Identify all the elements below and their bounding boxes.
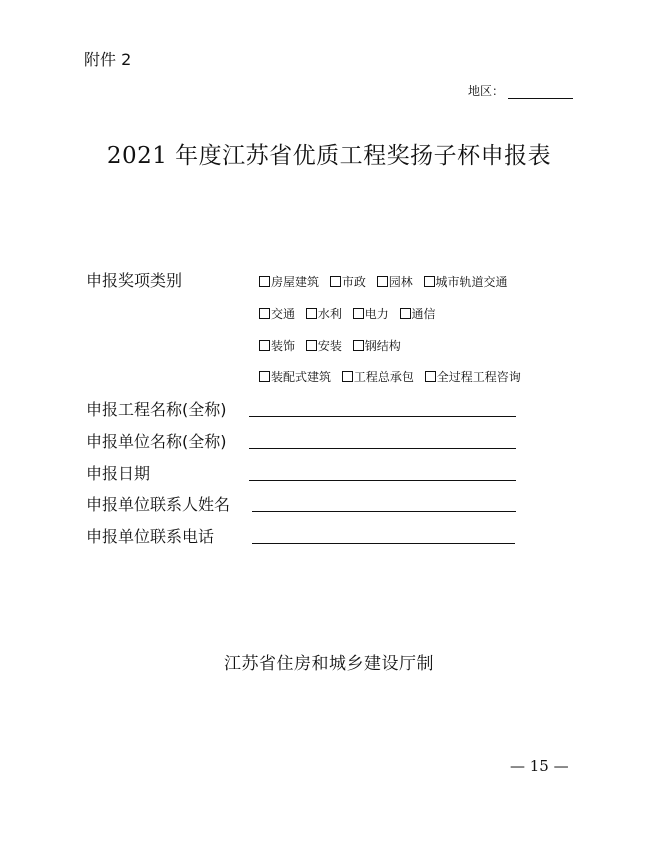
- checkbox[interactable]: [400, 308, 411, 319]
- checkbox[interactable]: [259, 276, 270, 287]
- contact-phone-input[interactable]: [252, 543, 515, 544]
- checkbox[interactable]: [259, 308, 270, 319]
- option-prefabricated[interactable]: 装配式建筑: [259, 368, 331, 385]
- unit-name-label: 申报单位名称(全称): [86, 432, 227, 451]
- checkbox[interactable]: [353, 308, 364, 319]
- option-steel-structure[interactable]: 钢结构: [353, 337, 401, 354]
- checkbox[interactable]: [353, 340, 364, 351]
- checkbox[interactable]: [259, 340, 270, 351]
- option-epc[interactable]: 工程总承包: [342, 368, 414, 385]
- category-row-1: [259, 273, 515, 290]
- unit-name-input[interactable]: [249, 448, 516, 449]
- option-power[interactable]: 电力: [353, 305, 389, 322]
- region-label: 地区：: [468, 84, 505, 98]
- category-row-2: [259, 305, 443, 322]
- checkbox[interactable]: [259, 371, 270, 382]
- checkbox[interactable]: [306, 308, 317, 319]
- checkbox[interactable]: [306, 340, 317, 351]
- region-input-line[interactable]: [508, 98, 573, 99]
- checkbox[interactable]: [424, 276, 435, 287]
- checkbox[interactable]: [377, 276, 388, 287]
- contact-name-label: 申报单位联系人姓名: [86, 495, 231, 514]
- option-transport[interactable]: 交通: [259, 305, 295, 322]
- option-decoration[interactable]: 装饰: [259, 337, 295, 354]
- apply-date-input[interactable]: [249, 480, 516, 481]
- award-category-label: 申报奖项类别: [86, 271, 183, 290]
- contact-phone-label: 申报单位联系电话: [86, 527, 215, 546]
- category-row-4: [259, 368, 528, 385]
- project-name-label: 申报工程名称(全称): [86, 400, 227, 419]
- option-water[interactable]: 水利: [306, 305, 342, 322]
- option-telecom[interactable]: 通信: [400, 305, 436, 322]
- apply-date-label: 申报日期: [86, 464, 151, 483]
- option-municipal[interactable]: 市政: [330, 273, 366, 290]
- option-installation[interactable]: 安装: [306, 337, 342, 354]
- checkbox[interactable]: [342, 371, 353, 382]
- contact-name-input[interactable]: [252, 511, 516, 512]
- checkbox[interactable]: [330, 276, 341, 287]
- project-name-input[interactable]: [249, 416, 516, 417]
- issuer-footer: 江苏省住房和城乡建设厅制: [224, 654, 434, 674]
- option-urban-rail[interactable]: 城市轨道交通: [424, 273, 508, 290]
- checkbox[interactable]: [425, 371, 436, 382]
- option-whole-process-consulting[interactable]: 全过程工程咨询: [425, 368, 521, 385]
- category-row-3: [259, 337, 408, 354]
- attachment-label: 附件 2: [84, 50, 132, 69]
- form-title: 2021 年度江苏省优质工程奖扬子杯申报表: [106, 143, 552, 169]
- page-number: — 15 —: [510, 757, 569, 775]
- option-house-building[interactable]: 房屋建筑: [259, 273, 319, 290]
- option-garden[interactable]: 园林: [377, 273, 413, 290]
